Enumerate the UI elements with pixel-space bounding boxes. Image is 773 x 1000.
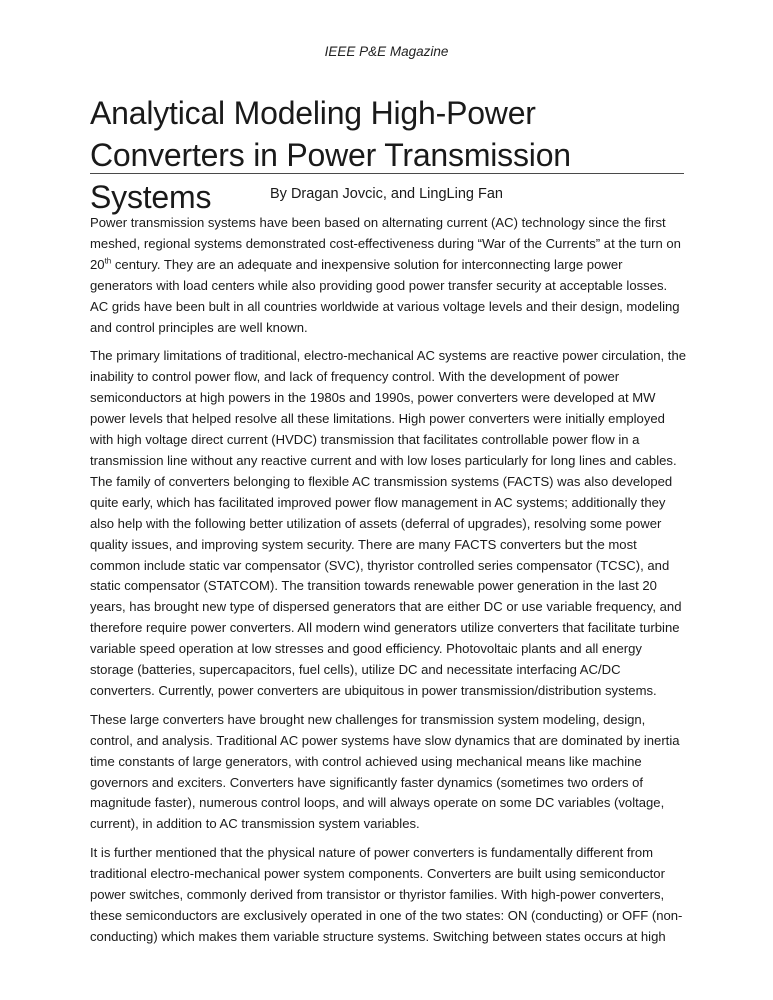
paragraph-1-text-a: Power transmission systems have been based on alternating current (AC) technology since the first meshed, regional systems demonstrated cost-effectiveness during “War of the Currents” at the turn on 20 <box>90 215 681 272</box>
paragraph-1 <box>90 213 688 338</box>
article-title: Analytical Modeling High-Power Converters in Power Transmission Systems <box>90 95 571 215</box>
running-header: IEEE P&E Magazine <box>324 44 449 59</box>
ordinal-superscript: th <box>104 256 112 266</box>
paragraph-4: It is further mentioned that the physical nature of power converters is fundamentally different from traditional electro-mechanical power system components. Converters are built using semiconductor power switches, commonly derived from transistor or thyristor families. With high-power converters, these semiconductors are exclusively operated in one of the two states: ON (conducting) or OFF (non-conducting) which makes them variable structure systems. Switching between states occurs at high <box>90 845 683 944</box>
title-divider <box>90 173 684 174</box>
paragraph-3: These large converters have brought new challenges for transmission system modeling, design, control, and analysis. Traditional AC power systems have slow dynamics that are dominated by inertia time constants of large generators, with control achieved using mechanical means like machine governors and exciters. Converters have significantly faster dynamics (sometimes two orders of magnitude faster), numerous control loops, and will always operate on some DC variables (voltage, current), in addition to AC transmission system variables. <box>90 711 680 832</box>
paragraph-1-text-b: century. They are an adequate and inexpensive solution for interconnecting large power generators with load centers while also providing good power transfer security at acceptable losses. AC grids have been bult in all countries worldwide at various voltage levels and their design, modeling and control principles are well known. <box>90 256 680 335</box>
paragraph-2: The primary limitations of traditional, electro-mechanical AC systems are reactive power circulation, the inability to control power flow, and lack of frequency control. With the development of power semiconductors at high powers in the 1980s and 1990s, power converters were developed at MW power levels that helped resolve all these limitations. High power converters were initially employed with high voltage direct current (HVDC) transmission that facilitates controllable power flow in a transmission line without any reactive current and with low loses particularly for long lines and cables. The family of converters belonging to flexible AC transmission systems (FACTS) was also developed quite early, which has facilitated improved power flow management in AC systems; additionally they also help with the following better utilization of assets (deferral of upgrades), resolving some power quality issues, and improving system security. There are many FACTS converters but the most common include static var compensator (SVC), thyristor controlled series compensator (TCSC), and static compensator (STATCOM). The transition towards renewable power generation in the last 20 years, has brought new type of dispersed generators that are either DC or use variable frequency, and therefore require power converters. All modern wind generators utilize converters that facilitate turbine variable speed operation at low stresses and good efficiency. Photovoltaic plants and all energy storage (batteries, supercapacitors, fuel cells), utilize DC and necessitate interfacing AC/DC converters. Currently, power converters are ubiquitous in power transmission/distribution systems. <box>90 348 687 698</box>
author-byline: By Dragan Jovcic, and LingLing Fan <box>270 186 503 202</box>
article-body <box>90 213 688 956</box>
